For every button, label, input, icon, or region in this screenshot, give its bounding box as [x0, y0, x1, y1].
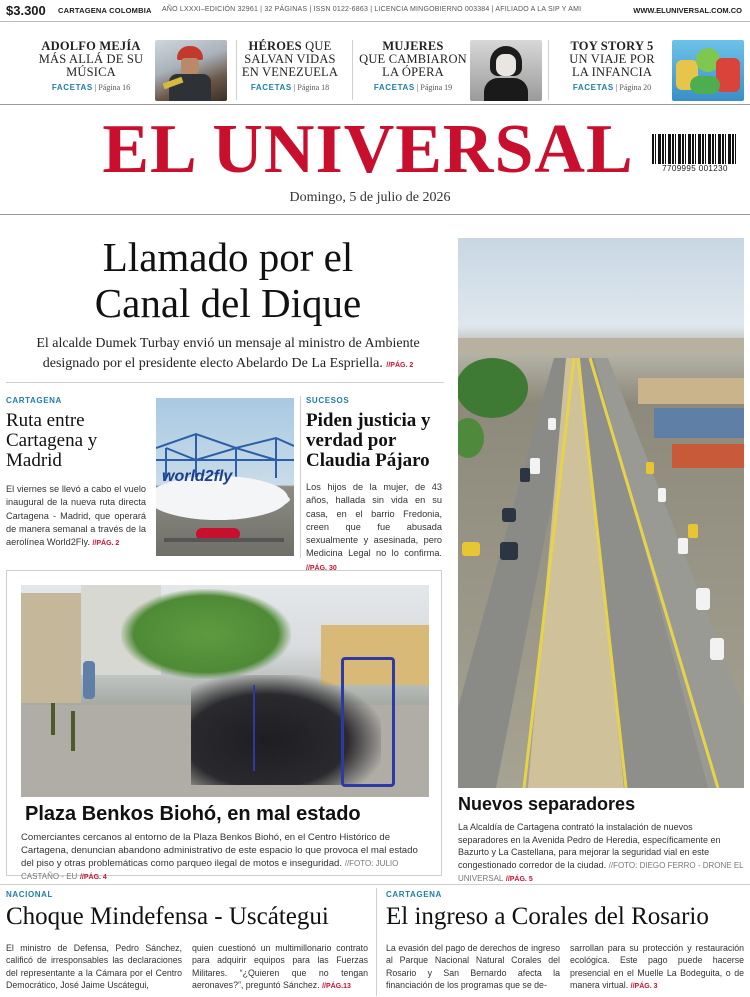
story-headline: Choque Mindefensa - Uscátegui — [6, 903, 329, 930]
teaser-section: FACETAS — [51, 83, 93, 92]
teaser-title-rest: QUE SALVAN VIDAS EN VENEZUELA — [241, 39, 339, 79]
story-mindefensa[interactable] — [6, 890, 368, 991]
story-corales-rosario[interactable] — [386, 890, 744, 991]
teaser-section: FACETAS — [373, 83, 415, 92]
road-aerial-photo — [458, 238, 744, 788]
story-page-ref[interactable]: //PÁG. 30 — [306, 564, 337, 572]
top-info-bar — [0, 0, 750, 22]
teaser-page: | Página 19 — [416, 83, 453, 92]
issue-date: Domingo, 5 de julio de 2026 — [289, 190, 451, 205]
story-body-text: El viernes se llevó a cabo el vuelo inaugural de la nueva ruta directa Cartagena - Madrid, que operará de manera semanal a través de la aerolínea World2Fly. — [6, 484, 146, 548]
lead-page-ref[interactable]: //PÁG. 2 — [386, 362, 414, 369]
photo-credit: //FOTO: DIEGO FERRO - DRONE EL UNIVERSAL — [458, 860, 744, 884]
separadores-page-ref[interactable]: //PÁG. 5 — [505, 876, 533, 884]
opera-woman-photo — [470, 40, 542, 101]
section-kicker: NACIONAL — [6, 890, 54, 899]
story-page-ref[interactable]: //PÁG.13 — [322, 983, 351, 991]
lead-headline[interactable] — [14, 234, 442, 326]
separadores-feature[interactable] — [458, 794, 744, 887]
plaza-body — [21, 831, 429, 884]
teaser-page: | Página 16 — [94, 83, 131, 92]
section-kicker: SUCESOS — [306, 396, 350, 405]
section-kicker: CARTAGENA — [386, 890, 442, 899]
toy-story-photo — [672, 40, 744, 101]
plaza-headline: Plaza Benkos Biohó, en mal estado — [25, 803, 361, 825]
story-cartagena-madrid[interactable] — [6, 396, 146, 550]
teaser-title-rest: QUE CAMBIARON LA ÓPERA — [359, 52, 467, 79]
teaser-title-bold: TOY STORY 5 — [570, 39, 654, 53]
story-page-ref[interactable]: //PÁG. 2 — [92, 540, 120, 548]
plaza-page-ref[interactable]: //PÁG. 4 — [79, 874, 107, 881]
separadores-body-text: La Alcaldía de Cartagena contrató la instalación de nuevos separadores en la Avenida Pedro de Heredia, específicamente en Bazurto y La Castellana, para mejorar la seguridad vial en este congestionado corredor de la ciudad. — [458, 822, 721, 870]
road-illustration — [458, 238, 744, 788]
teaser-section: FACETAS — [250, 83, 292, 92]
edition-city: CARTAGENA COLOMBIA — [58, 6, 152, 15]
story-body-col1: El ministro de Defensa, Pedro Sánchez, calificó de irresponsables las declaraciones del representante a la Cámara por el Centro Democrático, José Jaime Uscátegui, — [6, 943, 182, 991]
lead-subhead — [14, 334, 442, 376]
story-body — [6, 483, 146, 550]
teaser-title-bold: ADOLFO MEJÍA — [41, 39, 141, 53]
barcode-number: 7709995 001230 — [662, 164, 728, 173]
cover-price: $3.300 — [6, 3, 46, 18]
teaser-title-bold: MUJERES — [382, 39, 444, 53]
teaser-title-bold: HÉROES — [248, 39, 302, 53]
story-page-ref[interactable]: //PÁG. 3 — [630, 983, 658, 991]
story-body-col1: La evasión del pago de derechos de ingreso al Parque Nacional Natural Corales del Rosario y San Bernardo afecta la financiación de los programas que se de- — [386, 943, 560, 991]
teaser-title-rest: MÁS ALLÁ DE SU MÚSICA — [38, 52, 144, 79]
story-body-text: Los hijos de la mujer, de 43 años, hallada sin vida en su casa, en el barrio Fredonia, creen que fue abusada sexualmente y asesinada, pero Medicina Legal no lo confirma. — [306, 482, 442, 559]
website-link[interactable]: WWW.ELUNIVERSAL.COM.CO — [633, 6, 742, 15]
teaser-mujeres-opera[interactable] — [358, 40, 468, 92]
teaser-page: | Página 18 — [293, 83, 330, 92]
lead-headline-line2: Canal del Dique — [94, 280, 362, 326]
teaser-toy-story[interactable] — [560, 40, 664, 92]
teaser-page: | Página 20 — [615, 83, 652, 92]
plaza-benkos-feature[interactable] — [6, 570, 442, 881]
airplane-photo — [156, 398, 294, 556]
story-body — [306, 481, 442, 575]
teaser-heroes[interactable] — [240, 40, 340, 92]
edition-meta: AÑO LXXXI–EDICIÓN 32961 | 32 PÁGINAS | ISSN 0122-6863 | LICENCIA MINGOBIERNO 003384 | AFILIADO A LA SIP Y AMI — [162, 6, 582, 13]
lead-headline-line1: Llamado por el — [102, 234, 354, 280]
teaser-section: FACETAS — [572, 83, 614, 92]
teaser-title-rest: UN VIAJE POR LA INFANCIA — [569, 52, 655, 79]
story-body-col2-text: sarrollan para su protección y restauración ecológica. Este pago puede hacerse presencial en el Muelle La Bodeguita, o de manera virtual. — [570, 943, 744, 991]
story-claudia-pajaro[interactable] — [306, 396, 442, 575]
teaser-adolfo-mejia[interactable] — [38, 40, 144, 92]
story-body-col2-text: quien cuestionó un multimillonario contrato para adquirir equipos para las Fuerzas Militares. “¿Quieren que no tengan aeronaves?”, preguntó Sánchez. — [192, 943, 368, 991]
barcode — [652, 134, 738, 174]
story-headline: Ruta entre Cartagena y Madrid — [6, 410, 98, 471]
photo-credit: //FOTO: JULIO CASTAÑO - EU — [21, 859, 399, 881]
story-body-col2 — [570, 942, 744, 994]
adolfo-mejia-photo — [155, 40, 227, 101]
separadores-body — [458, 821, 744, 887]
story-headline: El ingreso a Corales del Rosario — [386, 903, 709, 930]
lead-subhead-text: El alcalde Dumek Turbay envió un mensaje al ministro de Ambiente designado por el presidente electo Abelardo De La Espriella. — [36, 336, 420, 371]
story-body-col2 — [192, 942, 368, 994]
plaza-body-text: Comerciantes cercanos al entorno de la Plaza Benkos Biohó, en el Centro Histórico de Cartagena, denuncian abandono administrativo de este espacio lo que provoca el mal estado del piso y otras problemáticas como parqueo ilegal de motos e inseguridad. — [21, 832, 418, 869]
plaza-photo — [21, 585, 429, 797]
story-headline: Piden justicia y verdad por Claudia Pájaro — [306, 410, 431, 471]
section-kicker: CARTAGENA — [6, 396, 62, 405]
teaser-strip — [0, 30, 750, 108]
newspaper-logo[interactable]: EL UNIVERSAL — [102, 111, 634, 188]
airplane-livery: world2fly — [162, 468, 233, 485]
separadores-headline: Nuevos separadores — [458, 794, 636, 814]
